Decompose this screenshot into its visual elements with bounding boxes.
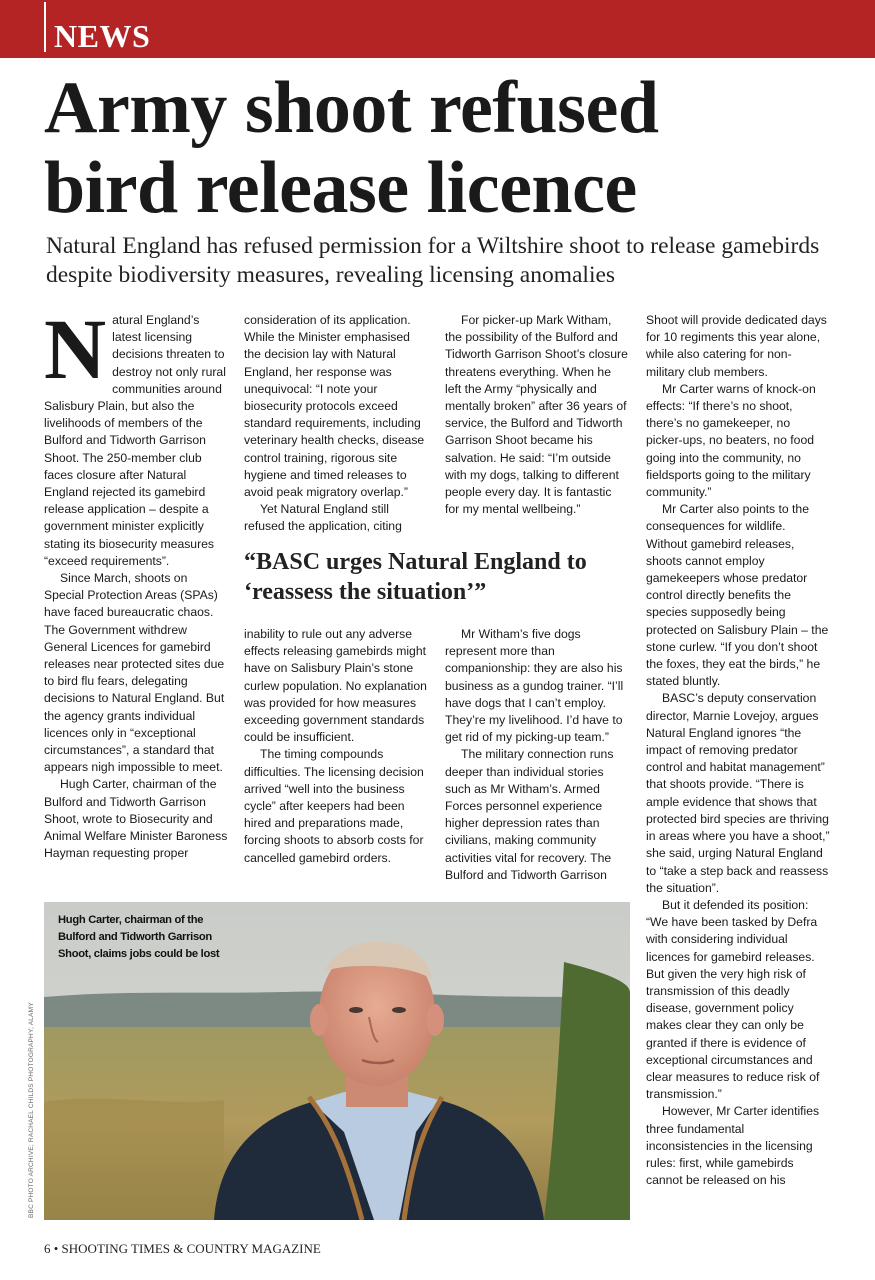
headline bbox=[44, 68, 864, 228]
headline-line-2: bird release licence bbox=[44, 147, 637, 229]
article-column-4 bbox=[646, 312, 830, 1228]
article-paragraph: Mr Witham’s five dogs represent more than companionship: they are also his business as a gundog trainer. “I’ll have dogs that I can’t employ. They’re my livelihood. I’d have to get rid of my picking-up team.” bbox=[445, 627, 624, 745]
article-paragraph: The military connection runs deeper than individual stories such as Mr Witham’s. Armed Forces personnel experience higher depression rates than civilians, making community activities vital for recovery. The Bulford and Tidworth Garrison bbox=[445, 747, 614, 882]
article-paragraph: Mr Carter warns of knock-on effects: “If there’s no shoot, there’s no gamekeeper, no picker-ups, no beaters, no food going into the community, no fieldsports going to the military community.” bbox=[646, 381, 816, 500]
article-paragraph: For picker-up Mark Witham, the possibility of the Bulford and Tidworth Garrison Shoot’s closure threatens everything. When he left the Army “physically and mentally broken” after 36 years of service, the Bulford and Tidworth Garrison Shoot became his salvation. He said: “I’m outside with my dogs, talking to different people every day. It is fantastic for my mental wellbeing.” bbox=[445, 313, 628, 517]
article-paragraph: Mr Carter also points to the consequences for wildlife. Without gamebird releases, shoots cannot employ gamekeepers whose predator control directly benefits the species supposedly being protected on Salisbury Plain – the stone curlew. “If you don’t shoot the foxes, they eat the birds,” he stated bluntly. bbox=[646, 502, 829, 689]
article-paragraph: Natural England’s latest licensing decisions threaten to destroy not only rural communities around Salisbury Plain, but also the livelihoods of members of the Bulford and Tidworth Garrison Shoot. The 250-member club faces closure after Natural England rejected its gamebird release application – despite a government minister explicitly stating its biosecurity measures “exceed requirements”. bbox=[44, 312, 226, 568]
photo-caption: Hugh Carter, chairman of the Bulford and Tidworth Garrison Shoot, claims jobs could be lost bbox=[58, 914, 220, 960]
section-divider bbox=[44, 2, 46, 52]
article-paragraph: Shoot will provide dedicated days for 10 regiments this year alone, while also catering for non-military club members. bbox=[646, 313, 827, 379]
section-label: NEWS bbox=[54, 18, 151, 54]
page-footer: 6 • SHOOTING TIMES & COUNTRY MAGAZINE bbox=[44, 1241, 321, 1256]
article-paragraph: inability to rule out any adverse effects releasing gamebirds might have on Salisbury Plain’s stone curlew population. No explanation was provided for how measures exceeding government standards could be insufficient. bbox=[244, 627, 427, 745]
article-column-3-top bbox=[445, 312, 629, 534]
article-paragraph: Since March, shoots on Special Protection Areas (SPAs) have faced bureaucratic chaos. The Government withdrew General Licences for gamebird releases near protected sites due to bird flu fears, delegating decisions to Natural England. But the agency grants individual licences only in “exceptional circumstances”, a standard that appears nigh impossible to meet. bbox=[44, 571, 225, 775]
pull-quote: “BASC urges Natural England to ‘reassess the situation’” bbox=[244, 549, 587, 605]
article-column-3-bottom bbox=[445, 626, 629, 892]
article-column-2-top bbox=[244, 312, 428, 534]
article-paragraph: The timing compounds difficulties. The licensing decision arrived “well into the business cycle” after keepers had been hired and preparations made, forcing shoots to absorb costs for cancelled gamebird orders. bbox=[244, 747, 424, 865]
article-paragraph: Yet Natural England still refused the application, citing bbox=[244, 502, 402, 534]
article-paragraph: consideration of its application. While the Minister emphasised the decision lay with Natural England, her response was unequivocal: “I note your biosecurity protocols exceed standard requirements, including veterinary health checks, disease control training, rigorous site hygiene and timed releases to avoid peak migratory overlap.” bbox=[244, 313, 425, 500]
drop-cap: N bbox=[44, 312, 107, 397]
article-paragraph: Hugh Carter, chairman of the Bulford and Tidworth Garrison Shoot, wrote to Biosecurity and Animal Welfare Minister Baroness Hayman requesting proper bbox=[44, 777, 228, 861]
standfirst: Natural England has refused permission for a Wiltshire shoot to release gamebirds despite biodiversity measures, revealing licensing anomalies bbox=[46, 233, 820, 288]
article-paragraph: But it defended its position: “We have been tasked by Defra with considering individual licences for gamebird releases. But given the very high risk of transmission of this deadly disease, government policy makes clear they can only be granted if there is evidence of exceptional circumstances and clear measures to reduce risk of transmission.” bbox=[646, 897, 820, 1102]
headline-line-1: Army shoot refused bbox=[44, 67, 659, 149]
photo-credit: BBC PHOTO ARCHIVE; RACHAEL CHILDS PHOTOGRAPHY; ALAMY bbox=[28, 1002, 35, 1218]
article-paragraph: BASC’s deputy conservation director, Marnie Lovejoy, argues Natural England ignores “the impact of removing predator control and habitat management” that shoots provide. “There is ample evidence that shows that protected bird species are thriving in areas where you have a shoot,” she said, urging Natural England to “take a step back and reassess the situation”. bbox=[646, 691, 830, 895]
article-paragraph: However, Mr Carter identifies three fundamental inconsistencies in the licensing rules: first, while gamebirds cannot be released on his bbox=[646, 1104, 820, 1188]
article-column-2-bottom bbox=[244, 626, 428, 892]
article-column-1 bbox=[44, 312, 228, 892]
